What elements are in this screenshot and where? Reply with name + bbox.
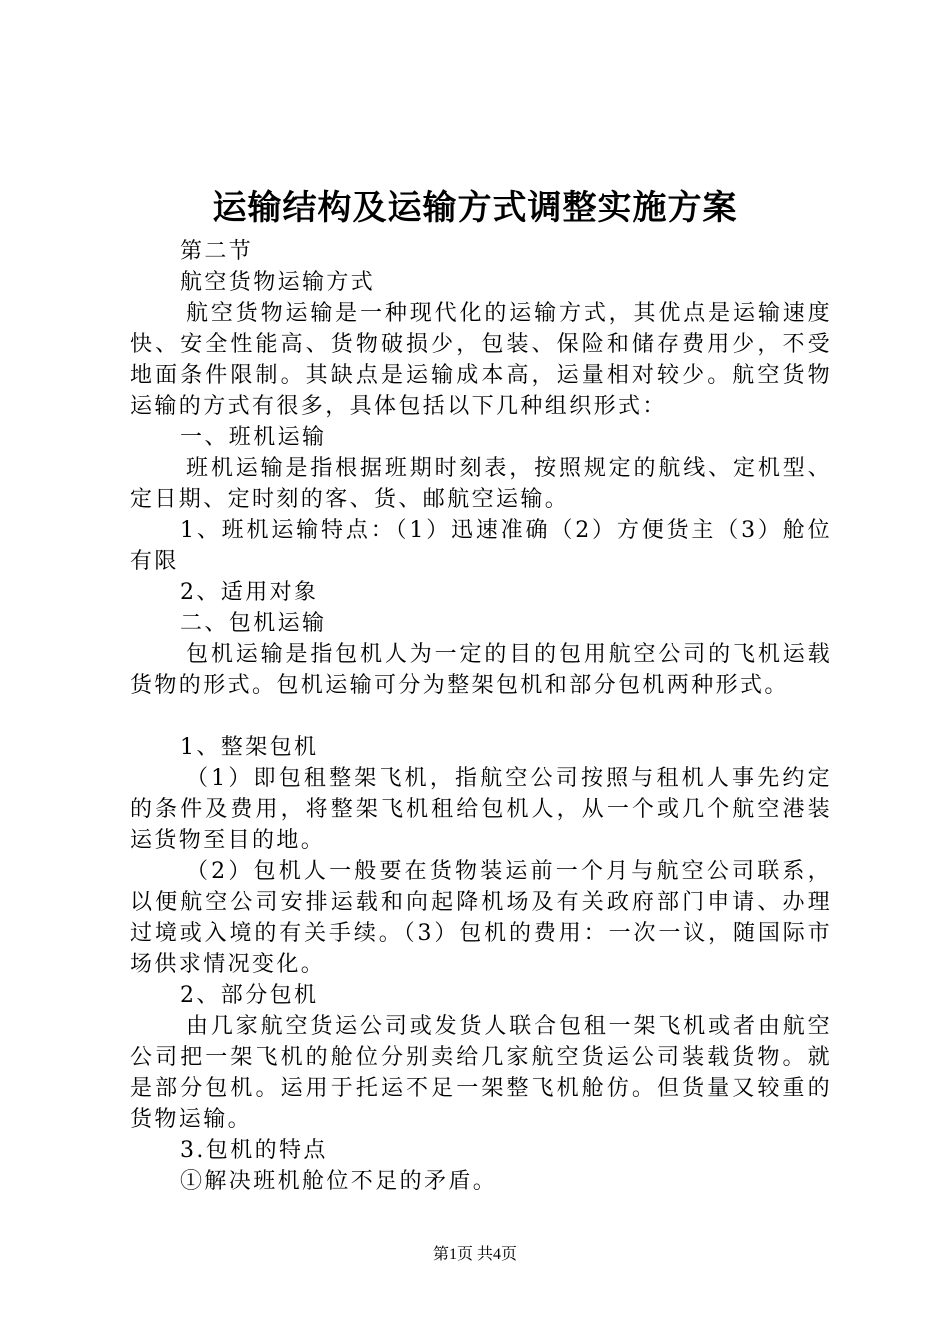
document-body [130, 236, 832, 1197]
body-paragraph: 由几家航空货运公司或发货人联合包租一架飞机或者由航空公司把一架飞机的舱位分别卖给几家航空货运公司装载货物。就是部分包机。运用于托运不足一架整飞机舱仿。但货量又较重的货物运输。 [130, 1014, 832, 1132]
heading-scheduled-flight: 一、班机运输 [180, 425, 327, 450]
page-footer: 第1页 共4页 [432, 1246, 517, 1263]
heading-charter-flight: 二、包机运输 [180, 611, 327, 636]
body-paragraph: 班机运输是指根据班期时刻表，按照规定的航线、定机型、定日期、定时刻的客、货、邮航空运输。 [130, 456, 832, 512]
document-title: 运输结构及运输方式调整实施方案 [212, 188, 738, 228]
list-item: 2、部分包机 [180, 983, 319, 1008]
list-item: 1、整架包机 [180, 735, 319, 760]
section-subheading: 航空货物运输方式 [180, 270, 376, 295]
section-heading: 第二节 [180, 239, 254, 264]
body-paragraph: （2）包机人一般要在货物装运前一个月与航空公司联系，以便航空公司安排运载和向起降机场及有关政府部门申请、办理过境或入境的有关手续。（3）包机的费用：一次一议，随国际市场供求情况变化。 [130, 859, 832, 977]
list-item: ①解决班机舱位不足的矛盾。 [180, 1169, 498, 1194]
body-paragraph: 包机运输是指包机人为一定的目的包用航空公司的飞机运载货物的形式。包机运输可分为整架包机和部分包机两种形式。 [130, 642, 832, 698]
paragraph-spacer [130, 701, 832, 732]
list-item: 3.包机的特点 [180, 1138, 328, 1163]
body-paragraph: 1、班机运输特点：（1）迅速准确（2）方便货主（3）舱位有限 [130, 518, 832, 574]
body-paragraph: （1）即包租整架飞机，指航空公司按照与租机人事先约定的条件及费用，将整架飞机租给包机人，从一个或几个航空港装运货物至目的地。 [130, 766, 832, 853]
list-item: 2、适用对象 [180, 580, 319, 605]
body-paragraph: 航空货物运输是一种现代化的运输方式，其优点是运输速度快、安全性能高、货物破损少，包装、保险和储存费用少，不受地面条件限制。其缺点是运输成本高，运量相对较少。航空货物运输的方式有很多，具体包括以下几种组织形式： [130, 301, 832, 419]
